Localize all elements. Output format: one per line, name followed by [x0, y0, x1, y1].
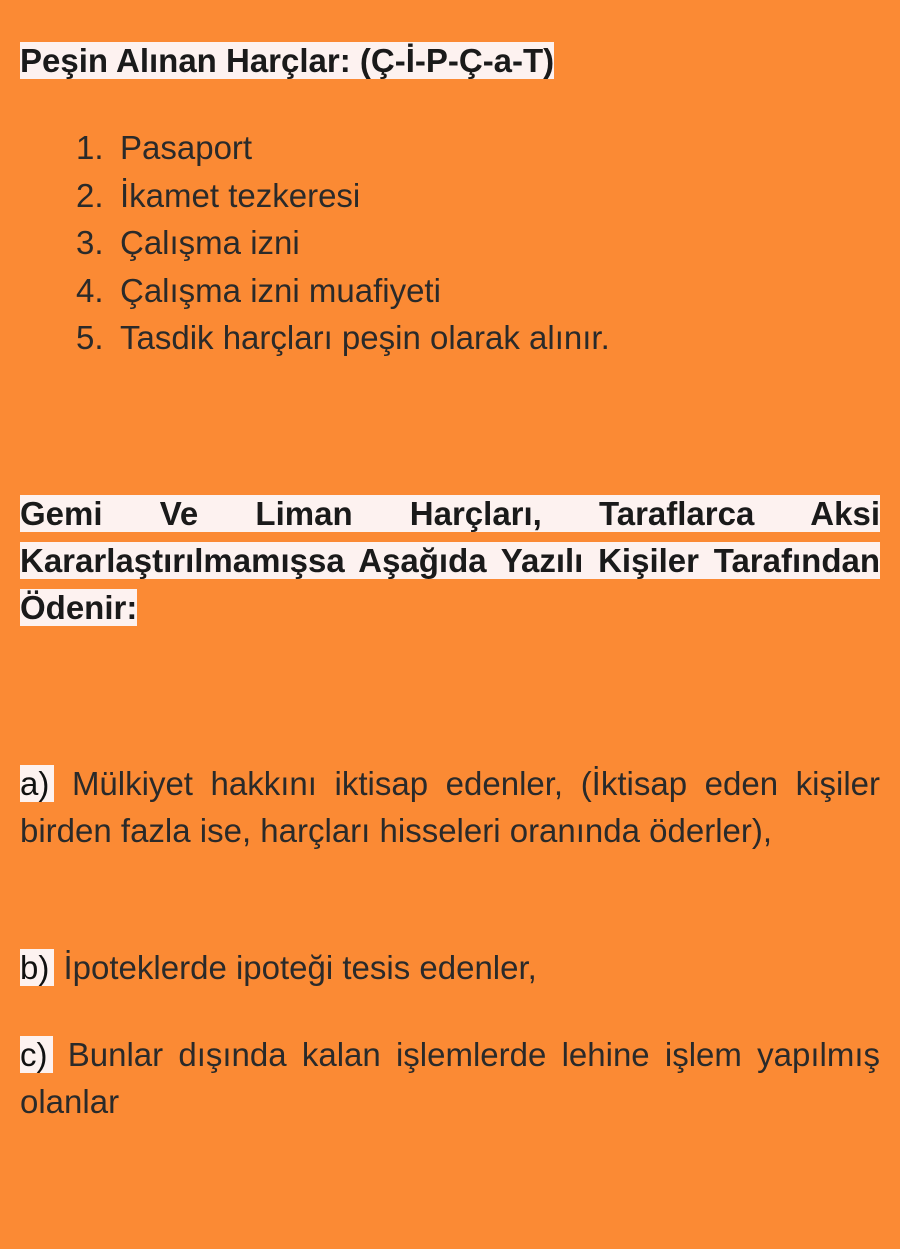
list-item: [76, 314, 610, 362]
paragraph-b: [20, 944, 880, 991]
list-item-number: 3.: [76, 224, 104, 261]
fee-list: [76, 124, 610, 362]
list-item-number: 5.: [76, 319, 104, 356]
list-item: [76, 124, 610, 172]
paragraph-text: Bunlar dışında kalan işlemlerde lehine işlem yapılmış olanlar: [20, 1036, 880, 1120]
section-heading-pesin-harclar: [20, 37, 554, 84]
list-item-number: 1.: [76, 129, 104, 166]
list-item-text: Pasaport: [120, 129, 253, 166]
paragraph-text: İpoteklerde ipoteği tesis edenler,: [63, 949, 537, 986]
paragraph-text: Mülkiyet hakkını iktisap edenler, (İktisap eden kişiler birden fazla ise, harçları hisseleri oranında öderler),: [20, 765, 880, 849]
list-item-text: İkamet tezkeresi: [120, 176, 361, 214]
list-item-text: Çalışma izni: [120, 224, 300, 261]
list-item: [76, 267, 610, 315]
heading-highlight: Gemi Ve Liman Harçları, Taraflarca Aksi Kararlaştırılmamışsa Aşağıda Yazılı Kişiler Tarafından Ödenir:: [20, 495, 880, 626]
list-item-text: Çalışma izni muafiyeti: [120, 271, 441, 309]
list-item-number: 4.: [76, 271, 104, 309]
paragraph-marker: c): [20, 1036, 53, 1073]
list-item-number: 2.: [76, 176, 104, 214]
section-heading-gemi-liman: [20, 490, 880, 631]
list-item: [76, 219, 610, 267]
paragraph-a: [20, 760, 880, 854]
heading-highlight: Peşin Alınan Harçlar: (Ç-İ-P-Ç-a-T): [20, 42, 555, 79]
list-item: [76, 172, 610, 220]
list-item-text: Tasdik harçları peşin olarak alınır.: [120, 319, 610, 356]
paragraph-marker: a): [20, 765, 54, 802]
paragraph-c: [20, 1031, 880, 1125]
paragraph-marker: b): [20, 949, 54, 986]
